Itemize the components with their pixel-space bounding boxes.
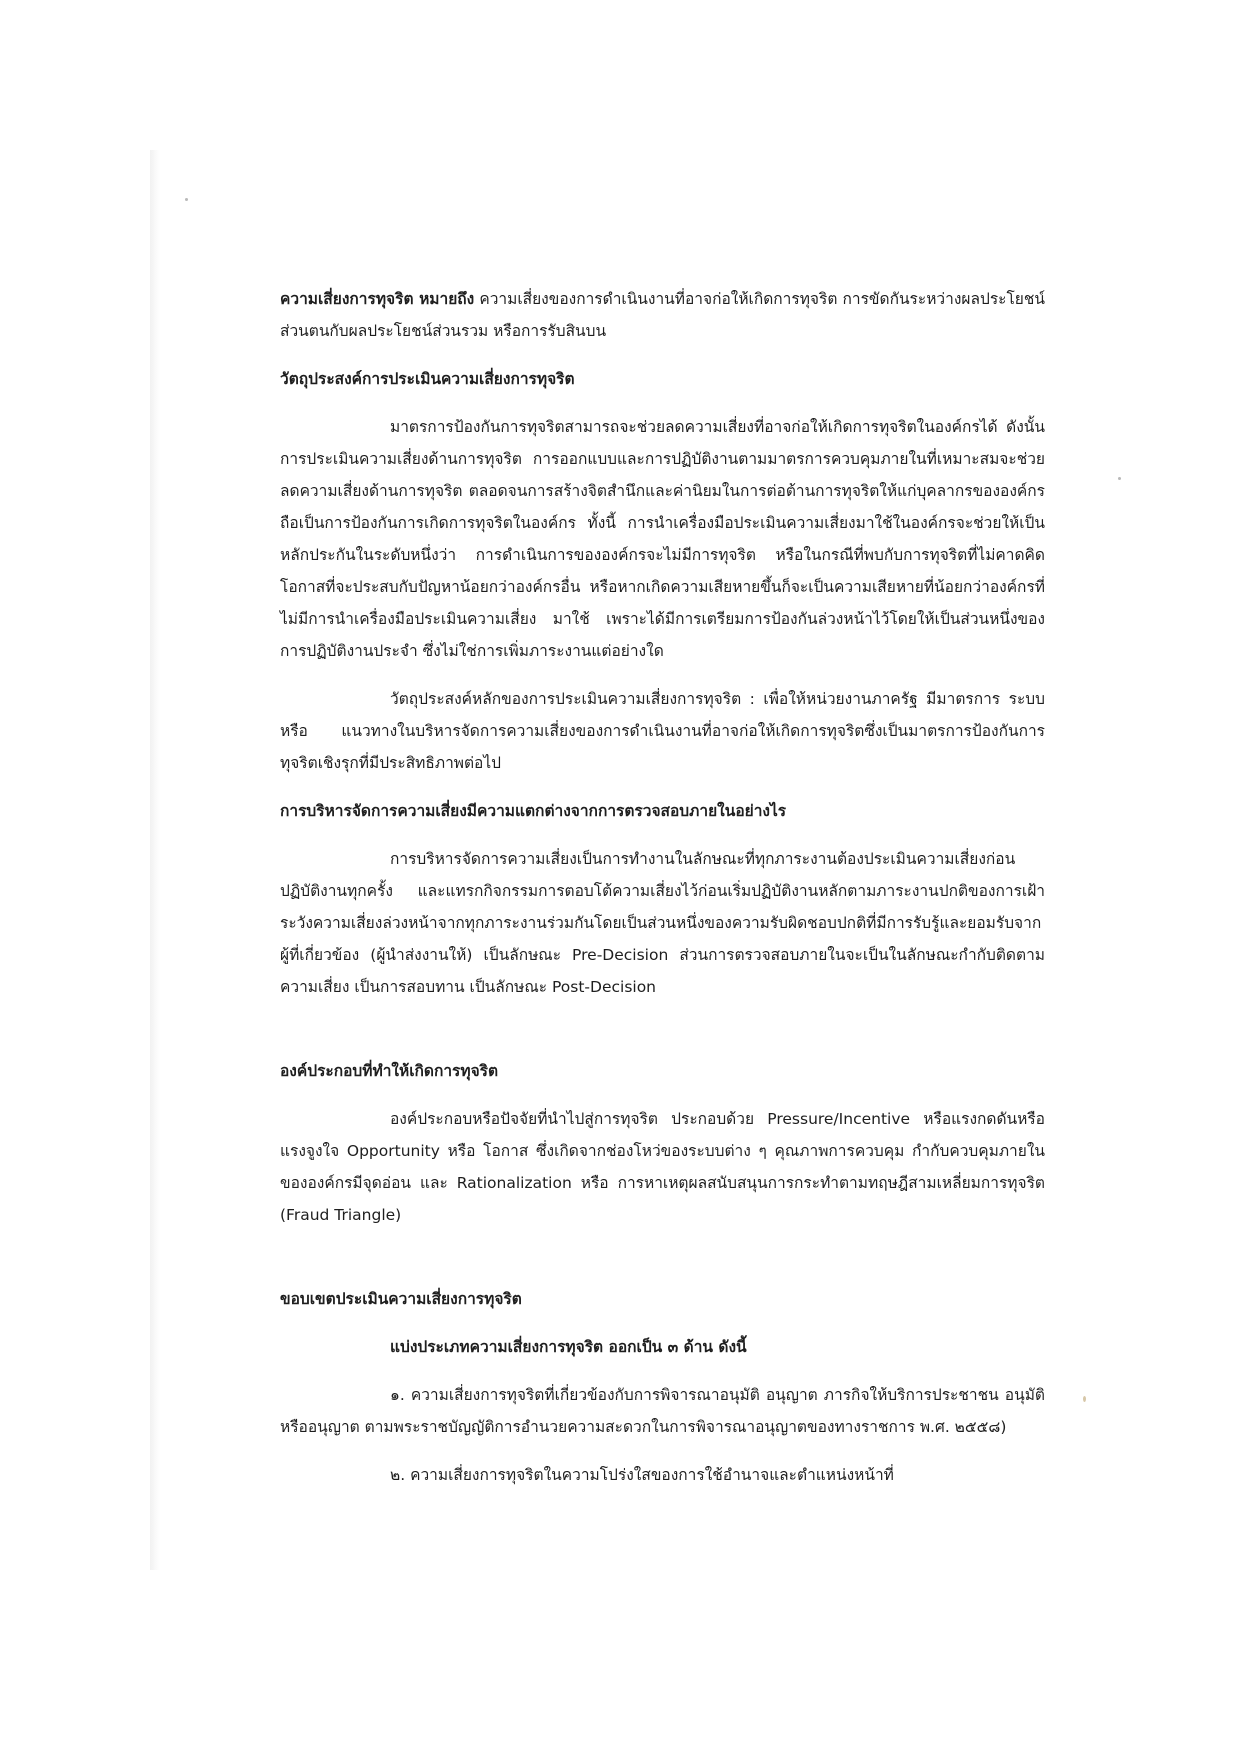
section-heading-objectives: วัตถุประสงค์การประเมินความเสี่ยงการทุจริต: [280, 370, 575, 388]
section-heading-risk-vs-audit: การบริหารจัดการความเสี่ยงมีความแตกต่างจากการตรวจสอบภายในอย่างไร: [280, 802, 787, 820]
section-heading-scope: ขอบเขตประเมินความเสี่ยงการทุจริต: [280, 1290, 522, 1308]
objectives-paragraph-1: มาตรการป้องกันการทุจริตสามารถจะช่วยลดความเสี่ยงที่อาจก่อให้เกิดการทุจริตในองค์กรได้ ดังนั้น การประเมินความเสี่ยงด้านการทุจริต การออกแบบและการปฏิบัติงานตามมาตรการควบคุมภายในที่เหมาะสมจะช่วยลดความเสี่ยงด้านการทุจริต ตลอดจนการสร้างจิตสำนึกและค่านิยมในการต่อต้านการทุจริตให้แก่บุคลากรขององค์กรถือเป็นการป้องกันการเกิดการทุจริตในองค์กร ทั้งนี้ การนำเครื่องมือประเมินความเสี่ยงมาใช้ในองค์กรจะช่วยให้เป็นหลักประกันในระดับหนึ่งว่า การดำเนินการขององค์กรจะไม่มีการทุจริต หรือในกรณีที่พบกับการทุจริตที่ไม่คาดคิดโอกาสที่จะประสบกับปัญหาน้อยกว่าองค์กรอื่น หรือหากเกิดความเสียหายขึ้นก็จะเป็นความเสียหายที่น้อยกว่าองค์กรที่ไม่มีการนำเครื่องมือประเมินความเสี่ยง มาใช้ เพราะได้มีการเตรียมการป้องกันล่วงหน้าไว้โดยให้เป็นส่วนหนึ่งของการปฏิบัติงานประจำ ซึ่งไม่ใช่การเพิ่มภาระงานแต่อย่างใด: [280, 418, 1045, 660]
risk-vs-audit-paragraph: การบริหารจัดการความเสี่ยงเป็นการทำงานในลักษณะที่ทุกภาระงานต้องประเมินความเสี่ยงก่อนปฏิบัติงานทุกครั้ง และแทรกกิจกรรมการตอบโต้ความเสี่ยงไว้ก่อนเริ่มปฏิบัติงานหลักตามภาระงานปกติของการเฝ้าระวังความเสี่ยงล่วงหน้าจากทุกภาระงานร่วมกันโดยเป็นส่วนหนึ่งของความรับผิดชอบปกติที่มีการรับรู้และยอมรับจากผู้ที่เกี่ยวข้อง (ผู้นำส่งงานให้) เป็นลักษณะ Pre-Decision ส่วนการตรวจสอบภายในจะเป็นในลักษณะกำกับติดตามความเสี่ยง เป็นการสอบทาน เป็นลักษณะ Post-Decision: [280, 850, 1045, 996]
scope-subheading: แบ่งประเภทความเสี่ยงการทุจริต ออกเป็น ๓ ด้าน ดังนี้: [390, 1338, 747, 1356]
scan-speck: [1118, 477, 1121, 480]
scope-item-1: ๑. ความเสี่ยงการทุจริตที่เกี่ยวข้องกับการพิจารณาอนุมัติ อนุญาต ภารกิจให้บริการประชาชน อนุมัติ หรืออนุญาต ตามพระราชบัญญัติการอำนวยความสะดวกในการพิจารณาอนุญาตของทางราชการ พ.ศ. ๒๕๕๘): [280, 1386, 1045, 1436]
scan-shadow-edge: [150, 150, 160, 1570]
scope-item-2: ๒. ความเสี่ยงการทุจริตในความโปร่งใสของการใช้อำนาจและตำแหน่งหน้าที่: [390, 1466, 894, 1484]
scan-speck: [185, 198, 188, 201]
fraud-elements-paragraph: องค์ประกอบหรือปัจจัยที่นำไปสู่การทุจริต ประกอบด้วย Pressure/Incentive หรือแรงกดดันหรือแรงจูงใจ Opportunity หรือ โอกาส ซึ่งเกิดจากช่องโหว่ของระบบต่าง ๆ คุณภาพการควบคุม กำกับควบคุมภายในขององค์กรมีจุดอ่อน และ Rationalization หรือ การหาเหตุผลสนับสนุนการกระทำตามทฤษฎีสามเหลี่ยมการทุจริต (Fraud Triangle): [280, 1110, 1045, 1224]
document-body: [280, 283, 1045, 1491]
scan-speck: [1083, 1396, 1086, 1402]
section-heading-fraud-elements: องค์ประกอบที่ทำให้เกิดการทุจริต: [280, 1062, 499, 1080]
definition-paragraph: [280, 283, 1045, 347]
objectives-paragraph-2: วัตถุประสงค์หลักของการประเมินความเสี่ยงการทุจริต : เพื่อให้หน่วยงานภาครัฐ มีมาตรการ ระบบ หรือ แนวทางในบริหารจัดการความเสี่ยงของการดำเนินงานที่อาจก่อให้เกิดการทุจริตซึ่งเป็นมาตรการป้องกันการทุจริตเชิงรุกที่มีประสิทธิภาพต่อไป: [280, 690, 1045, 772]
definition-text: ความเสี่ยงของการดำเนินงานที่อาจก่อให้เกิดการทุจริต การขัดกันระหว่างผลประโยชน์ส่วนตนกับผลประโยชน์ส่วนรวม หรือการรับสินบน: [280, 290, 1045, 340]
definition-term: ความเสี่ยงการทุจริต หมายถึง: [280, 290, 475, 308]
